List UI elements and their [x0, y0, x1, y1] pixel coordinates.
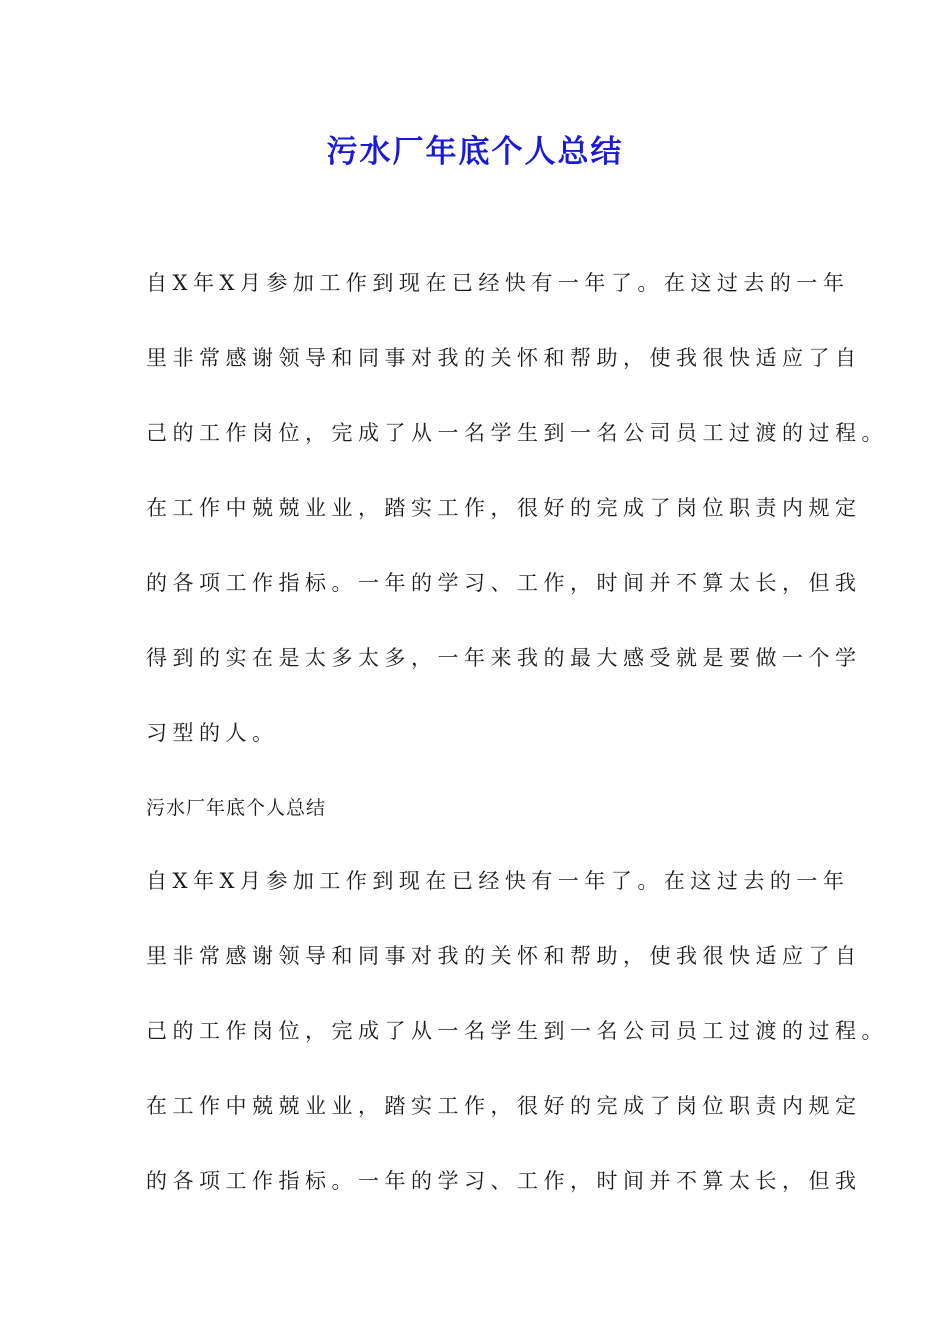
section-subheading: 污水厂年底个人总结 — [146, 797, 327, 819]
paragraph-line: 里非常感谢领导和同事对我的关怀和帮助，使我很快适应了自 — [146, 346, 862, 370]
paragraph-line: 里非常感谢领导和同事对我的关怀和帮助，使我很快适应了自 — [146, 944, 862, 968]
paragraph-line: 自X年X月参加工作到现在已经快有一年了。在这过去的一年 — [146, 271, 850, 295]
paragraph-line: 自X年X月参加工作到现在已经快有一年了。在这过去的一年 — [146, 869, 850, 893]
paragraph-line: 在工作中兢兢业业，踏实工作，很好的完成了岗位职责内规定 — [146, 1094, 862, 1118]
paragraph-line: 的各项工作指标。一年的学习、工作，时间并不算太长，但我 — [146, 571, 862, 595]
paragraph-line: 己的工作岗位，完成了从一名学生到一名公司员工过渡的过程。 — [146, 421, 888, 445]
paragraph-line: 得到的实在是太多太多，一年来我的最大感受就是要做一个学 — [146, 646, 862, 670]
paragraph-line: 的各项工作指标。一年的学习、工作，时间并不算太长，但我 — [146, 1169, 862, 1193]
document-title: 污水厂年底个人总结 — [326, 134, 624, 170]
paragraph-line: 己的工作岗位，完成了从一名学生到一名公司员工过渡的过程。 — [146, 1019, 888, 1043]
paragraph-line: 习型的人。 — [146, 721, 279, 745]
paragraph-line: 在工作中兢兢业业，踏实工作，很好的完成了岗位职责内规定 — [146, 496, 862, 520]
